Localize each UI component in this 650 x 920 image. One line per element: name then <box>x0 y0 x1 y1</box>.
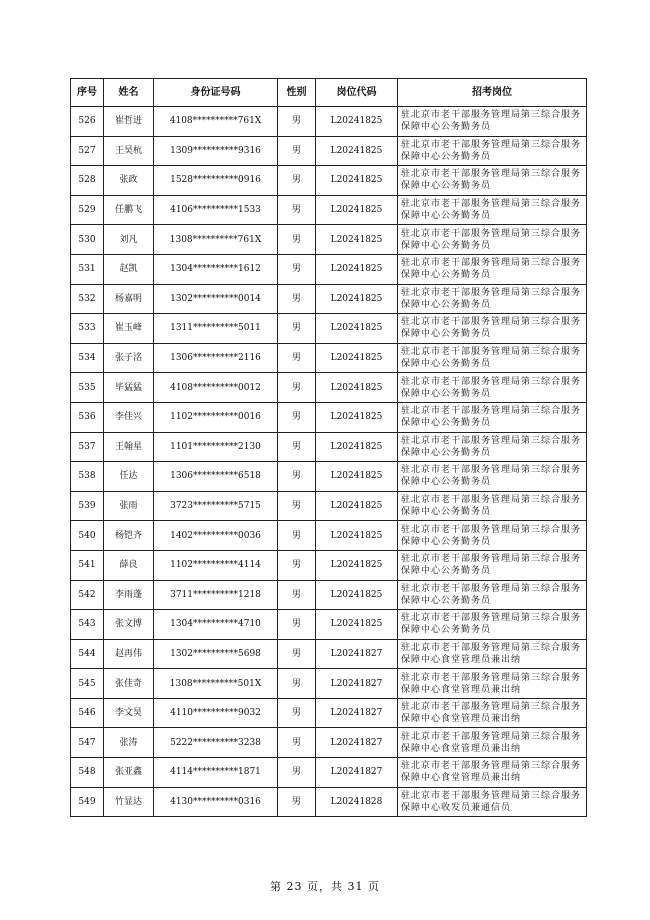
position-cell: 驻北京市老干部服务管理局第三综合服务保障中心食堂管理员兼出纳 <box>398 698 587 728</box>
position-code-cell: L20241827 <box>316 639 398 669</box>
gender-cell: 男 <box>278 610 316 640</box>
position-cell: 驻北京市老干部服务管理局第三综合服务保障中心公务勤务员 <box>398 136 587 166</box>
serial-number-cell: 535 <box>71 373 104 403</box>
id-number-cell: 1304**********4710 <box>154 610 278 640</box>
table-row <box>71 166 587 196</box>
id-number-cell: 1402**********0036 <box>154 521 278 551</box>
id-number-cell: 4114**********1871 <box>154 758 278 788</box>
header-id-number: 身份证号码 <box>154 79 278 107</box>
table-row <box>71 728 587 758</box>
name-cell: 任达 <box>104 462 154 492</box>
table-row <box>71 787 587 817</box>
id-number-cell: 3723**********5715 <box>154 491 278 521</box>
name-cell: 杨嘉明 <box>104 284 154 314</box>
name-cell: 张子洺 <box>104 343 154 373</box>
name-cell: 崔哲进 <box>104 107 154 137</box>
header-position-code: 岗位代码 <box>316 79 398 107</box>
gender-cell: 男 <box>278 550 316 580</box>
gender-cell: 男 <box>278 402 316 432</box>
position-cell: 驻北京市老干部服务管理局第三综合服务保障中心食堂管理员兼出纳 <box>398 669 587 699</box>
gender-cell: 男 <box>278 284 316 314</box>
id-number-cell: 1302**********5698 <box>154 639 278 669</box>
name-cell: 杨铠齐 <box>104 521 154 551</box>
table-row <box>71 610 587 640</box>
position-code-cell: L20241825 <box>316 462 398 492</box>
gender-cell: 男 <box>278 195 316 225</box>
position-code-cell: L20241825 <box>316 254 398 284</box>
serial-number-cell: 539 <box>71 491 104 521</box>
position-cell: 驻北京市老干部服务管理局第三综合服务保障中心公务勤务员 <box>398 314 587 344</box>
table-row <box>71 225 587 255</box>
position-cell: 驻北京市老干部服务管理局第三综合服务保障中心公务勤务员 <box>398 166 587 196</box>
serial-number-cell: 546 <box>71 698 104 728</box>
position-code-cell: L20241825 <box>316 225 398 255</box>
position-code-cell: L20241825 <box>316 136 398 166</box>
gender-cell: 男 <box>278 343 316 373</box>
table-header <box>71 79 587 107</box>
position-code-cell: L20241825 <box>316 284 398 314</box>
table-row <box>71 284 587 314</box>
name-cell: 任鹏飞 <box>104 195 154 225</box>
position-code-cell: L20241827 <box>316 728 398 758</box>
position-cell: 驻北京市老干部服务管理局第三综合服务保障中心公务勤务员 <box>398 610 587 640</box>
serial-number-cell: 536 <box>71 402 104 432</box>
position-code-cell: L20241827 <box>316 698 398 728</box>
gender-cell: 男 <box>278 136 316 166</box>
id-number-cell: 4130**********0316 <box>154 787 278 817</box>
serial-number-cell: 542 <box>71 580 104 610</box>
name-cell: 李佳兴 <box>104 402 154 432</box>
table-row <box>71 491 587 521</box>
id-number-cell: 4110**********9032 <box>154 698 278 728</box>
position-code-cell: L20241827 <box>316 669 398 699</box>
serial-number-cell: 545 <box>71 669 104 699</box>
name-cell: 张雨 <box>104 491 154 521</box>
id-number-cell: 4108**********761X <box>154 107 278 137</box>
position-code-cell: L20241825 <box>316 107 398 137</box>
table-row <box>71 107 587 137</box>
header-gender: 性别 <box>278 79 316 107</box>
serial-number-cell: 548 <box>71 758 104 788</box>
position-cell: 驻北京市老干部服务管理局第三综合服务保障中心公务勤务员 <box>398 107 587 137</box>
id-number-cell: 1302**********0014 <box>154 284 278 314</box>
gender-cell: 男 <box>278 580 316 610</box>
name-cell: 王昊杭 <box>104 136 154 166</box>
id-number-cell: 1306**********6518 <box>154 462 278 492</box>
header-position: 招考岗位 <box>398 79 587 107</box>
position-code-cell: L20241825 <box>316 580 398 610</box>
position-cell: 驻北京市老干部服务管理局第三综合服务保障中心公务勤务员 <box>398 580 587 610</box>
id-number-cell: 1528**********0916 <box>154 166 278 196</box>
serial-number-cell: 537 <box>71 432 104 462</box>
table-row <box>71 343 587 373</box>
position-cell: 驻北京市老干部服务管理局第三综合服务保障中心公务勤务员 <box>398 225 587 255</box>
position-cell: 驻北京市老干部服务管理局第三综合服务保障中心食堂管理员兼出纳 <box>398 758 587 788</box>
name-cell: 张政 <box>104 166 154 196</box>
serial-number-cell: 540 <box>71 521 104 551</box>
gender-cell: 男 <box>278 787 316 817</box>
table-row <box>71 195 587 225</box>
position-code-cell: L20241825 <box>316 491 398 521</box>
table-row <box>71 639 587 669</box>
gender-cell: 男 <box>278 521 316 551</box>
id-number-cell: 1101**********2130 <box>154 432 278 462</box>
name-cell: 张佳奇 <box>104 669 154 699</box>
table-row <box>71 669 587 699</box>
position-cell: 驻北京市老干部服务管理局第三综合服务保障中心公务勤务员 <box>398 521 587 551</box>
position-cell: 驻北京市老干部服务管理局第三综合服务保障中心公务勤务员 <box>398 491 587 521</box>
name-cell: 李雨蓬 <box>104 580 154 610</box>
serial-number-cell: 533 <box>71 314 104 344</box>
position-cell: 驻北京市老干部服务管理局第三综合服务保障中心公务勤务员 <box>398 550 587 580</box>
serial-number-cell: 528 <box>71 166 104 196</box>
table-row <box>71 550 587 580</box>
position-code-cell: L20241827 <box>316 758 398 788</box>
position-cell: 驻北京市老干部服务管理局第三综合服务保障中心食堂管理员兼出纳 <box>398 728 587 758</box>
position-code-cell: L20241825 <box>316 314 398 344</box>
gender-cell: 男 <box>278 728 316 758</box>
name-cell: 赵凯 <box>104 254 154 284</box>
position-code-cell: L20241825 <box>316 373 398 403</box>
header-name: 姓名 <box>104 79 154 107</box>
gender-cell: 男 <box>278 698 316 728</box>
serial-number-cell: 538 <box>71 462 104 492</box>
gender-cell: 男 <box>278 166 316 196</box>
serial-number-cell: 532 <box>71 284 104 314</box>
serial-number-cell: 543 <box>71 610 104 640</box>
name-cell: 崔玉峰 <box>104 314 154 344</box>
gender-cell: 男 <box>278 225 316 255</box>
name-cell: 薛良 <box>104 550 154 580</box>
gender-cell: 男 <box>278 669 316 699</box>
serial-number-cell: 529 <box>71 195 104 225</box>
gender-cell: 男 <box>278 758 316 788</box>
table-row <box>71 402 587 432</box>
page-number: 第 23 页，共 31 页 <box>270 880 380 893</box>
gender-cell: 男 <box>278 491 316 521</box>
position-cell: 驻北京市老干部服务管理局第三综合服务保障中心公务勤务员 <box>398 254 587 284</box>
id-number-cell: 4108**********0012 <box>154 373 278 403</box>
position-cell: 驻北京市老干部服务管理局第三综合服务保障中心公务勤务员 <box>398 284 587 314</box>
header-serial-number: 序号 <box>71 79 104 107</box>
table-row <box>71 314 587 344</box>
name-cell: 赵再伟 <box>104 639 154 669</box>
id-number-cell: 1304**********1612 <box>154 254 278 284</box>
table-body <box>71 107 587 817</box>
serial-number-cell: 547 <box>71 728 104 758</box>
table-row <box>71 758 587 788</box>
serial-number-cell: 526 <box>71 107 104 137</box>
table-row <box>71 521 587 551</box>
table-row <box>71 580 587 610</box>
serial-number-cell: 531 <box>71 254 104 284</box>
id-number-cell: 1308**********501X <box>154 669 278 699</box>
id-number-cell: 1308**********761X <box>154 225 278 255</box>
name-cell: 张涛 <box>104 728 154 758</box>
serial-number-cell: 530 <box>71 225 104 255</box>
name-cell: 毕猛猛 <box>104 373 154 403</box>
id-number-cell: 3711**********1218 <box>154 580 278 610</box>
id-number-cell: 1102**********0016 <box>154 402 278 432</box>
position-code-cell: L20241825 <box>316 195 398 225</box>
position-cell: 驻北京市老干部服务管理局第三综合服务保障中心公务勤务员 <box>398 402 587 432</box>
id-number-cell: 5222**********3238 <box>154 728 278 758</box>
name-cell: 李文昊 <box>104 698 154 728</box>
gender-cell: 男 <box>278 314 316 344</box>
name-cell: 王翰星 <box>104 432 154 462</box>
serial-number-cell: 541 <box>71 550 104 580</box>
position-code-cell: L20241825 <box>316 610 398 640</box>
name-cell: 竹显达 <box>104 787 154 817</box>
position-cell: 驻北京市老干部服务管理局第三综合服务保障中心收发员兼通信员 <box>398 787 587 817</box>
position-code-cell: L20241825 <box>316 166 398 196</box>
candidate-table <box>70 78 587 817</box>
position-code-cell: L20241825 <box>316 521 398 551</box>
table-row <box>71 373 587 403</box>
table-row <box>71 432 587 462</box>
gender-cell: 男 <box>278 462 316 492</box>
table-row <box>71 136 587 166</box>
name-cell: 刘凡 <box>104 225 154 255</box>
position-code-cell: L20241825 <box>316 550 398 580</box>
id-number-cell: 4106**********1533 <box>154 195 278 225</box>
gender-cell: 男 <box>278 432 316 462</box>
id-number-cell: 1102**********4114 <box>154 550 278 580</box>
position-code-cell: L20241825 <box>316 432 398 462</box>
name-cell: 张文博 <box>104 610 154 640</box>
name-cell: 张亚鑫 <box>104 758 154 788</box>
table-row <box>71 254 587 284</box>
id-number-cell: 1311**********5011 <box>154 314 278 344</box>
position-cell: 驻北京市老干部服务管理局第三综合服务保障中心公务勤务员 <box>398 373 587 403</box>
gender-cell: 男 <box>278 639 316 669</box>
position-cell: 驻北京市老干部服务管理局第三综合服务保障中心公务勤务员 <box>398 462 587 492</box>
serial-number-cell: 534 <box>71 343 104 373</box>
table-row <box>71 462 587 492</box>
gender-cell: 男 <box>278 373 316 403</box>
id-number-cell: 1309**********9316 <box>154 136 278 166</box>
id-number-cell: 1306**********2116 <box>154 343 278 373</box>
position-cell: 驻北京市老干部服务管理局第三综合服务保障中心公务勤务员 <box>398 195 587 225</box>
position-code-cell: L20241825 <box>316 343 398 373</box>
serial-number-cell: 549 <box>71 787 104 817</box>
gender-cell: 男 <box>278 107 316 137</box>
gender-cell: 男 <box>278 254 316 284</box>
serial-number-cell: 544 <box>71 639 104 669</box>
position-cell: 驻北京市老干部服务管理局第三综合服务保障中心公务勤务员 <box>398 432 587 462</box>
table-row <box>71 698 587 728</box>
header-row <box>71 79 587 107</box>
position-code-cell: L20241828 <box>316 787 398 817</box>
serial-number-cell: 527 <box>71 136 104 166</box>
position-cell: 驻北京市老干部服务管理局第三综合服务保障中心食堂管理员兼出纳 <box>398 639 587 669</box>
position-code-cell: L20241825 <box>316 402 398 432</box>
position-cell: 驻北京市老干部服务管理局第三综合服务保障中心公务勤务员 <box>398 343 587 373</box>
